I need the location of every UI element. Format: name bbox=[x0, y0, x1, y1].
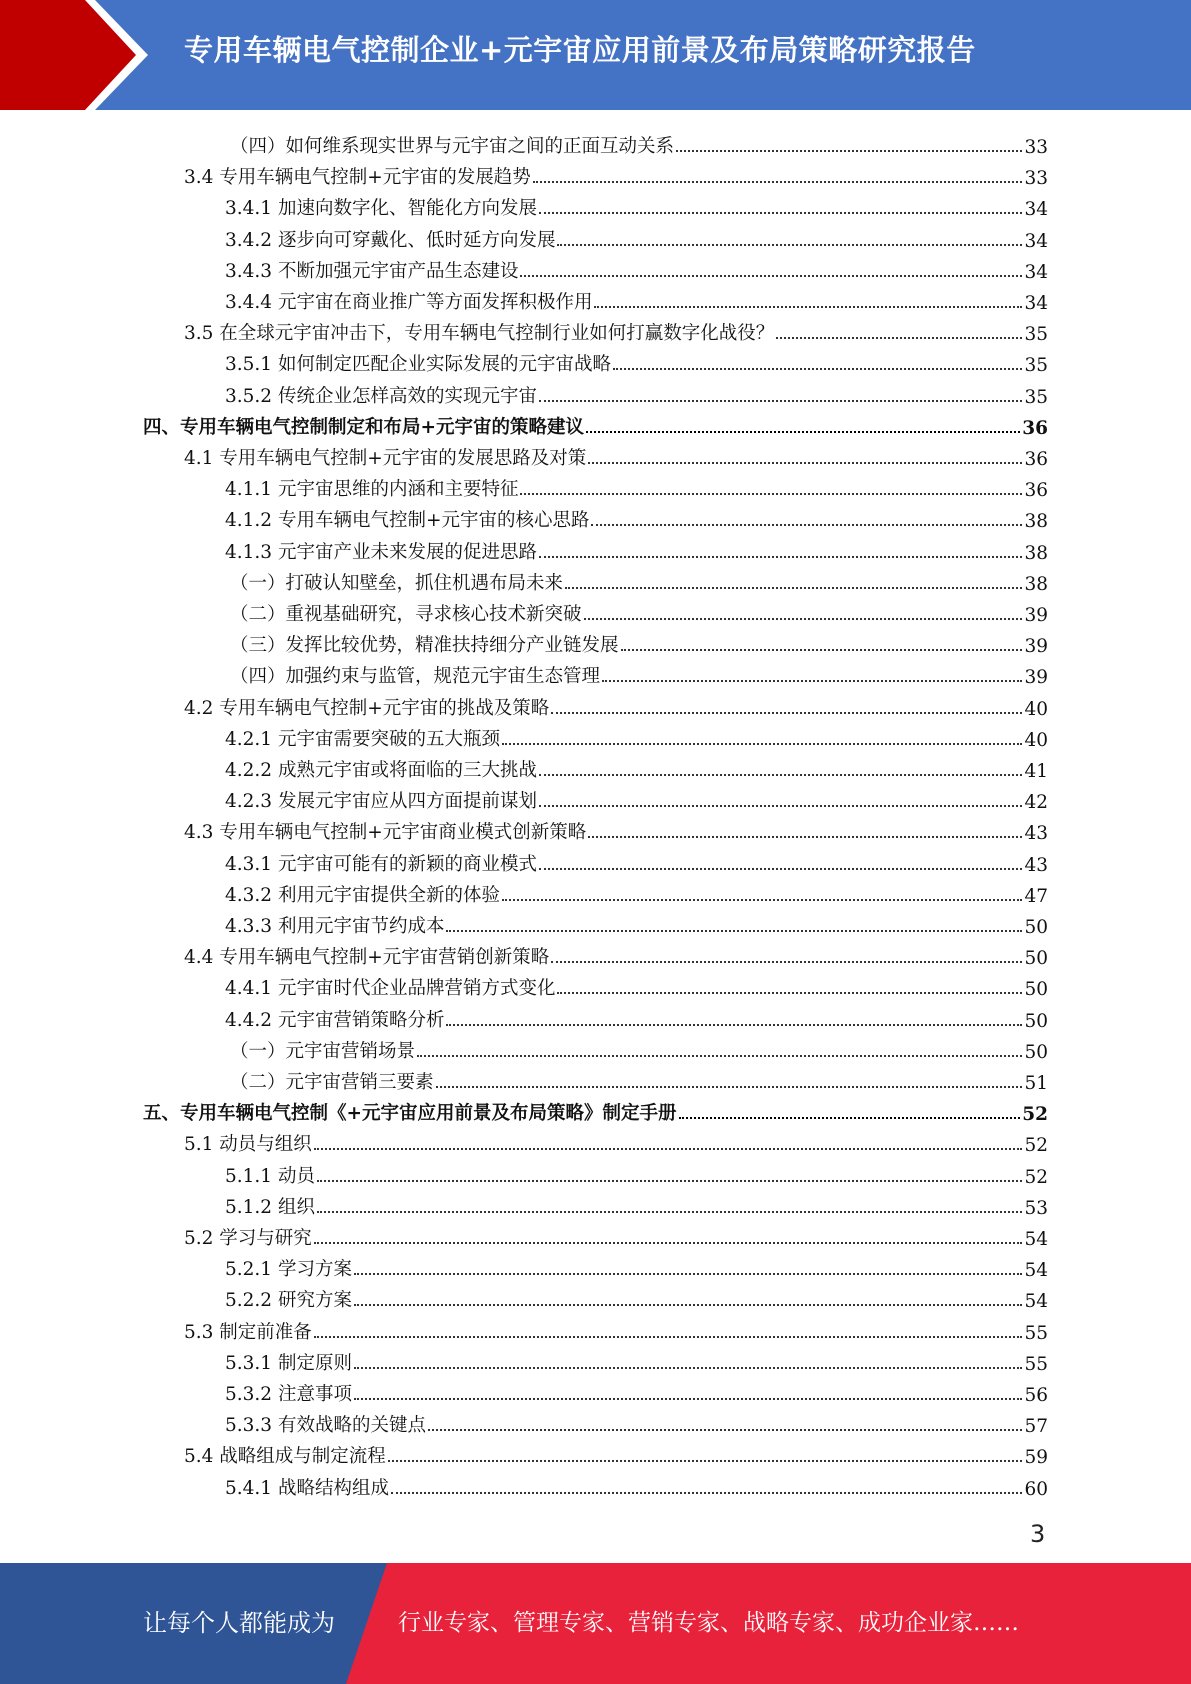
toc-entry-page: 34 bbox=[1024, 293, 1048, 314]
toc-entry-title: 4.4.1 元宇宙时代企业品牌营销方式变化 bbox=[225, 978, 556, 1000]
toc-entry[interactable] bbox=[225, 1157, 1048, 1188]
toc-entry-page: 38 bbox=[1024, 542, 1048, 564]
toc-entry-title: 5.2.1 学习方案 bbox=[225, 1259, 352, 1281]
toc-leader-dots bbox=[539, 774, 1022, 776]
toc-entry[interactable] bbox=[184, 813, 1048, 844]
toc-entry-title: 4.4 专用车辆电气控制+元宇宙营销创新策略 bbox=[184, 947, 550, 969]
report-title: 专用车辆电气控制企业+元宇宙应用前景及布局策略研究报告 bbox=[184, 33, 976, 67]
toc-entry-page: 36 bbox=[1024, 480, 1048, 502]
toc-entry-title: 5.4 战略组成与制定流程 bbox=[184, 1446, 386, 1468]
toc-entry[interactable] bbox=[230, 564, 1048, 595]
toc-entry-page: 52 bbox=[1022, 1104, 1048, 1126]
toc-leader-dots bbox=[388, 1460, 1023, 1462]
toc-entry-title: 5.1.1 动员 bbox=[225, 1165, 315, 1187]
toc-entry[interactable] bbox=[225, 283, 1048, 314]
toc-leader-dots bbox=[557, 244, 1022, 246]
toc-entry[interactable] bbox=[225, 1469, 1048, 1500]
toc-entry[interactable] bbox=[225, 345, 1048, 376]
toc-entry-title: 5.3.2 注意事项 bbox=[225, 1384, 352, 1405]
toc-entry[interactable] bbox=[225, 1281, 1048, 1312]
toc-entry-title: （三）发挥比较优势，精准扶持细分产业链发展 bbox=[230, 635, 619, 657]
toc-entry-title: 4.3 专用车辆电气控制+元宇宙商业模式创新策略 bbox=[184, 822, 587, 844]
toc-leader-dots bbox=[539, 556, 1022, 558]
toc-entry-page: 39 bbox=[1024, 667, 1048, 689]
toc-entry-page: 50 bbox=[1024, 1010, 1048, 1032]
toc-entry-title: 5.2.2 研究方案 bbox=[225, 1290, 352, 1312]
toc-entry-page: 36 bbox=[1022, 417, 1048, 439]
toc-leader-dots bbox=[602, 680, 1022, 682]
toc-leader-dots bbox=[446, 930, 1022, 932]
toc-entry[interactable] bbox=[225, 720, 1048, 751]
toc-entry-title: 5.1 动员与组织 bbox=[184, 1134, 312, 1156]
toc-leader-dots bbox=[565, 587, 1022, 589]
toc-entry[interactable] bbox=[143, 408, 1048, 439]
toc-entry-page: 50 bbox=[1024, 1041, 1048, 1063]
toc-entry[interactable] bbox=[230, 626, 1048, 657]
toc-entry-page: 34 bbox=[1024, 230, 1048, 252]
toc-entry-page: 40 bbox=[1024, 698, 1048, 720]
toc-entry[interactable] bbox=[184, 1219, 1048, 1250]
toc-entry-page: 54 bbox=[1024, 1260, 1048, 1282]
toc-entry-page: 57 bbox=[1024, 1416, 1048, 1438]
toc-entry[interactable] bbox=[225, 252, 1048, 283]
toc-entry-page: 39 bbox=[1024, 636, 1048, 658]
toc-entry-title: 5.3 制定前准备 bbox=[184, 1321, 312, 1343]
toc-entry-title: 5.2 学习与研究 bbox=[184, 1228, 312, 1249]
toc-entry[interactable] bbox=[230, 1063, 1048, 1094]
toc-leader-dots bbox=[539, 805, 1022, 807]
toc-entry-page: 54 bbox=[1024, 1229, 1048, 1250]
toc-entry-page: 34 bbox=[1024, 261, 1048, 283]
toc-leader-dots bbox=[520, 275, 1022, 277]
toc-leader-dots bbox=[314, 1336, 1023, 1338]
toc-entry[interactable] bbox=[230, 1032, 1048, 1063]
toc-entry-title: 4.3.2 利用元宇宙提供全新的体验 bbox=[225, 884, 500, 906]
toc-leader-dots bbox=[613, 368, 1022, 370]
toc-entry[interactable] bbox=[225, 189, 1048, 220]
toc-leader-dots bbox=[557, 992, 1022, 994]
toc-entry-page: 51 bbox=[1024, 1073, 1048, 1094]
toc-entry-title: 4.1.3 元宇宙产业未来发展的促进思路 bbox=[225, 541, 537, 563]
toc-leader-dots bbox=[584, 618, 1023, 620]
red-chevron-logo bbox=[0, 0, 160, 110]
toc-entry[interactable] bbox=[225, 969, 1048, 1000]
toc-entry-title: （一）打破认知壁垒，抓住机遇布局未来 bbox=[230, 572, 564, 594]
toc-entry-page: 55 bbox=[1024, 1322, 1048, 1344]
toc-entry-title: 5.3.1 制定原则 bbox=[225, 1352, 352, 1374]
toc-entry-title: 四、专用车辆电气控制制定和布局+元宇宙的策略建议 bbox=[143, 416, 585, 438]
page-number: 3 bbox=[1030, 1520, 1046, 1548]
toc-entry-title: 4.1 专用车辆电气控制+元宇宙的发展思路及对策 bbox=[184, 448, 587, 469]
toc-entry[interactable] bbox=[184, 1437, 1048, 1468]
toc-leader-dots bbox=[539, 212, 1022, 214]
toc-entry-title: 4.2.2 成熟元宇宙或将面临的三大挑战 bbox=[225, 760, 537, 781]
toc-leader-dots bbox=[551, 961, 1022, 963]
toc-entry-title: 4.3.3 利用元宇宙节约成本 bbox=[225, 916, 445, 937]
toc-leader-dots bbox=[354, 1398, 1023, 1400]
toc-entry[interactable] bbox=[225, 533, 1048, 564]
toc-entry-page: 33 bbox=[1024, 137, 1048, 158]
toc-entry-page: 43 bbox=[1024, 823, 1048, 845]
toc-leader-dots bbox=[436, 1086, 1023, 1088]
toc-entry[interactable] bbox=[184, 439, 1048, 470]
toc-entry[interactable] bbox=[225, 1250, 1048, 1281]
toc-leader-dots bbox=[533, 181, 1023, 183]
toc-leader-dots bbox=[314, 1148, 1023, 1150]
toc-entry-title: 4.2 专用车辆电气控制+元宇宙的挑战及策略 bbox=[184, 697, 550, 719]
toc-entry[interactable] bbox=[230, 657, 1048, 688]
toc-entry-title: 3.4.1 加速向数字化、智能化方向发展 bbox=[225, 198, 537, 220]
toc-entry-title: 3.5.2 传统企业怎样高效的实现元宇宙 bbox=[225, 385, 537, 407]
toc-entry-page: 40 bbox=[1024, 729, 1048, 751]
toc-entry-page: 56 bbox=[1024, 1385, 1048, 1406]
toc-entry-title: 5.3.3 有效战略的关键点 bbox=[225, 1415, 426, 1437]
toc-entry[interactable] bbox=[184, 1125, 1048, 1156]
toc-leader-dots bbox=[586, 431, 1020, 433]
toc-entry-title: 3.4.3 不断加强元宇宙产品生态建设 bbox=[225, 260, 519, 282]
page-header bbox=[0, 0, 1191, 110]
toc-entry-page: 50 bbox=[1024, 917, 1048, 938]
toc-entry[interactable] bbox=[225, 1406, 1048, 1437]
toc-entry[interactable] bbox=[225, 1001, 1048, 1032]
toc-entry[interactable] bbox=[230, 595, 1048, 626]
toc-leader-dots bbox=[317, 1180, 1023, 1182]
toc-leader-dots bbox=[679, 1117, 1021, 1119]
toc-entry[interactable] bbox=[225, 470, 1048, 501]
toc-entry-page: 38 bbox=[1024, 511, 1048, 533]
toc-entry[interactable] bbox=[225, 501, 1048, 532]
toc-entry-title: 4.1.2 专用车辆电气控制+元宇宙的核心思路 bbox=[225, 510, 590, 532]
toc-entry-title: （四）如何维系现实世界与元宇宙之间的正面互动关系 bbox=[230, 136, 675, 157]
toc-entry[interactable] bbox=[225, 845, 1048, 876]
toc-entry-page: 42 bbox=[1024, 792, 1048, 814]
toc-entry-page: 55 bbox=[1024, 1353, 1048, 1375]
toc-entry[interactable] bbox=[143, 1094, 1048, 1125]
toc-entry-page: 41 bbox=[1024, 761, 1048, 782]
toc-entry-page: 33 bbox=[1024, 168, 1048, 190]
toc-entry-page: 54 bbox=[1024, 1291, 1048, 1313]
toc-entry-page: 36 bbox=[1024, 449, 1048, 470]
toc-entry-page: 53 bbox=[1024, 1197, 1048, 1219]
toc-entry-title: 3.4 专用车辆电气控制+元宇宙的发展趋势 bbox=[184, 167, 531, 189]
toc-entry-page: 43 bbox=[1024, 854, 1048, 876]
toc-entry[interactable] bbox=[184, 314, 1048, 345]
toc-entry[interactable] bbox=[225, 876, 1048, 907]
toc-entry-page: 50 bbox=[1024, 948, 1048, 970]
page-footer bbox=[0, 1563, 1191, 1684]
toc-entry-page: 35 bbox=[1024, 386, 1048, 408]
toc-leader-dots bbox=[502, 743, 1022, 745]
toc-entry[interactable] bbox=[225, 751, 1048, 782]
toc-entry[interactable] bbox=[225, 782, 1048, 813]
toc-leader-dots bbox=[520, 493, 1022, 495]
toc-entry-title: 五、专用车辆电气控制《+元宇宙应用前景及布局策略》制定手册 bbox=[143, 1103, 677, 1125]
toc-leader-dots bbox=[588, 836, 1022, 838]
toc-entry-title: （二）重视基础研究，寻求核心技术新突破 bbox=[230, 604, 582, 625]
footer-slogan: 让每个人都能成为 bbox=[143, 1609, 335, 1637]
toc-entry-title: 4.3.1 元宇宙可能有的新颖的商业模式 bbox=[225, 853, 537, 875]
toc-leader-dots bbox=[354, 1367, 1023, 1369]
toc-entry-title: 3.4.4 元宇宙在商业推广等方面发挥积极作用 bbox=[225, 292, 593, 313]
toc-entry[interactable] bbox=[225, 377, 1048, 408]
toc-entry-title: 4.2.3 发展元宇宙应从四方面提前谋划 bbox=[225, 791, 537, 813]
toc-leader-dots bbox=[417, 1055, 1022, 1057]
toc-entry-title: 4.1.1 元宇宙思维的内涵和主要特征 bbox=[225, 479, 519, 501]
toc-entry-page: 50 bbox=[1024, 979, 1048, 1001]
toc-entry[interactable] bbox=[184, 158, 1048, 189]
toc-entry[interactable] bbox=[184, 689, 1048, 720]
toc-entry-page: 59 bbox=[1024, 1447, 1048, 1469]
toc-entry[interactable] bbox=[230, 127, 1048, 158]
toc-leader-dots bbox=[776, 337, 1022, 339]
toc-leader-dots bbox=[354, 1273, 1023, 1275]
toc-entry-title: 3.5 在全球元宇宙冲击下，专用车辆电气控制行业如何打赢数字化战役？ bbox=[184, 323, 775, 345]
toc-entry-page: 34 bbox=[1024, 199, 1048, 221]
toc-leader-dots bbox=[391, 1492, 1022, 1494]
toc-entry-page: 39 bbox=[1024, 605, 1048, 626]
toc-entry-page: 35 bbox=[1024, 324, 1048, 346]
toc-entry-page: 38 bbox=[1024, 573, 1048, 595]
toc-entry[interactable] bbox=[184, 1313, 1048, 1344]
toc-leader-dots bbox=[446, 1024, 1022, 1026]
toc-entry-title: 5.4.1 战略结构组成 bbox=[225, 1477, 389, 1499]
toc-entry-title: （一）元宇宙营销场景 bbox=[230, 1040, 416, 1062]
toc-leader-dots bbox=[317, 1211, 1023, 1213]
toc-entry-page: 52 bbox=[1024, 1135, 1048, 1157]
toc-leader-dots bbox=[621, 649, 1023, 651]
toc-entry-page: 52 bbox=[1024, 1166, 1048, 1188]
toc-leader-dots bbox=[594, 306, 1022, 308]
toc-leader-dots bbox=[676, 150, 1022, 152]
toc-entry[interactable] bbox=[225, 221, 1048, 252]
toc-entry-title: 5.1.2 组织 bbox=[225, 1196, 315, 1218]
toc-entry-title: 3.5.1 如何制定匹配企业实际发展的元宇宙战略 bbox=[225, 354, 611, 376]
toc-entry-page: 47 bbox=[1024, 885, 1048, 907]
toc-leader-dots bbox=[591, 524, 1022, 526]
toc-leader-dots bbox=[502, 899, 1022, 901]
toc-entry-title: （二）元宇宙营销三要素 bbox=[230, 1072, 434, 1093]
toc-entry[interactable] bbox=[225, 1375, 1048, 1406]
toc-entry[interactable] bbox=[184, 938, 1048, 969]
toc-entry[interactable] bbox=[225, 1188, 1048, 1219]
toc-entry-title: 4.4.2 元宇宙营销策略分析 bbox=[225, 1009, 445, 1031]
toc-entry-title: 3.4.2 逐步向可穿戴化、低时延方向发展 bbox=[225, 229, 556, 251]
toc-entry[interactable] bbox=[225, 907, 1048, 938]
footer-expert-list: 行业专家、管理专家、营销专家、战略专家、成功企业家…… bbox=[398, 1610, 1019, 1636]
toc-leader-dots bbox=[539, 400, 1022, 402]
toc-leader-dots bbox=[551, 712, 1022, 714]
toc-entry-page: 35 bbox=[1024, 355, 1048, 377]
toc-leader-dots bbox=[428, 1429, 1022, 1431]
toc-leader-dots bbox=[354, 1304, 1023, 1306]
toc-leader-dots bbox=[588, 462, 1022, 464]
toc-entry-title: （四）加强约束与监管，规范元宇宙生态管理 bbox=[230, 666, 601, 688]
toc-leader-dots bbox=[539, 868, 1022, 870]
toc-leader-dots bbox=[314, 1242, 1023, 1244]
toc-entry-title: 4.2.1 元宇宙需要突破的五大瓶颈 bbox=[225, 728, 500, 750]
toc-entry-page: 60 bbox=[1024, 1478, 1048, 1500]
toc-entry[interactable] bbox=[225, 1344, 1048, 1375]
